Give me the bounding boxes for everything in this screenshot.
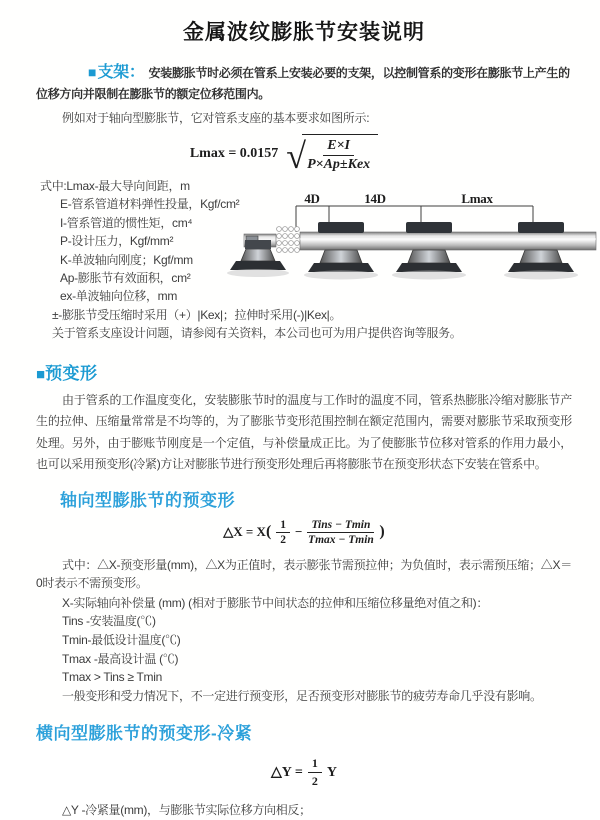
lmax-formula-lhs: Lmax = 0.0157 <box>189 145 279 161</box>
note-line: X-实际轴向补偿量 (mm) (相对于膨胀节中间状态的拉伸和压缩位移量绝对值之和)： <box>62 595 489 610</box>
half-denominator: 2 <box>311 774 318 789</box>
section-square-icon: ■ <box>36 365 46 383</box>
half-numerator: 1 <box>308 756 322 773</box>
pipe-support-diagram <box>244 192 596 292</box>
sqrt-icon: √ <box>286 135 307 176</box>
service-note-line: 关于管系支座设计问题，请参阅有关资料，本公司也可为用户提供咨询等服务。 <box>52 326 462 341</box>
lmax-fraction <box>307 138 370 173</box>
note-line: Tmax > Tins ≥ Tmin <box>62 670 162 685</box>
definition-line: ex-单波轴向位移，mm <box>60 289 178 304</box>
predeform-paragraph: 由于管系的工作温度变化，安装膨胀节时的温度与工作时的温度不同，管系热膨胀冷缩对膨胀节产生的拉伸、压缩量常常是不均等的，为了膨胀节变形范围控制在额定范围内，需要对膨胀节采取预变形处理。另外，由于膨账节刚度是一个定值，与补偿量成正比。为了使膨胀节位移对管系的作用力最小，也可以采用预变形(冷紧)方让对膨胀节进行预变形处理后再将膨胀节在预变形状态下安装在管系中。 <box>36 392 572 472</box>
axial-formula-lhs: △X = X <box>223 524 266 540</box>
open-paren: ( <box>265 523 272 541</box>
note-line: 一般变形和受力情况下，不一定进行预变形，足否预变形对膨胀节的疲劳寿命几乎没有影响。 <box>62 688 542 703</box>
bellows-icon <box>277 227 300 253</box>
note-line: Tmax -最高设计温 (℃) <box>62 651 179 666</box>
dimension-label-4d: 4D <box>304 191 320 206</box>
lmax-formula <box>36 134 532 176</box>
half-numerator: 1 <box>276 519 290 533</box>
lateral-formula-rhs: Y <box>326 764 337 780</box>
half-fraction <box>276 519 290 546</box>
definition-line: P-设计压力，Kgf/mm² <box>60 234 174 249</box>
temperature-denominator: Tmax − Tmin <box>308 533 374 546</box>
definition-line: 式中:Lmax-最大导向间距，m <box>40 179 190 193</box>
temperature-fraction <box>307 519 374 546</box>
axial-predeform-heading: 轴向型膨胀节的预变形 <box>60 490 235 510</box>
support-section-label: 支架： <box>97 64 145 81</box>
support-section-paragraph <box>36 62 572 105</box>
axial-notes-list <box>36 556 572 706</box>
temperature-numerator: Tins − Tmin <box>307 519 374 533</box>
radical-content <box>302 134 378 173</box>
predeform-heading-label: 预变形 <box>45 363 98 383</box>
section-square-icon: ■ <box>88 64 97 80</box>
lateral-formula-lhs: △Y = <box>271 765 303 781</box>
support-intro-text: 安装膨胀节时必须在管系上安装必要的支架，以控制管系的变形在膨胀节上产生的位移方向并限制在膨胀节的额定位移范围内。 <box>36 66 570 101</box>
half-fraction <box>308 756 322 789</box>
definition-line: E-管系管道材料弹性投量，Kgf/cm² <box>60 197 240 212</box>
close-paren: ) <box>379 523 385 541</box>
lmax-fraction-numerator: E×I <box>323 138 354 156</box>
definition-line: Ap-膨胀节有效面积，cm² <box>60 271 191 286</box>
axial-formula <box>36 519 572 546</box>
definition-line: ±-膨胀节受压缩时采用（+）|Kex|；拉伸时采用(-)|Kex|。 <box>52 307 342 322</box>
dimension-label-lmax: Lmax <box>461 191 493 206</box>
radical <box>286 134 378 176</box>
page-title: 金属波纹膨胀节安装说明 <box>183 21 425 44</box>
note-line: Tins -安装温度(℃) <box>62 614 156 629</box>
minus-sign: − <box>295 524 303 540</box>
note-line: Tmin-最低设计温度(℃) <box>62 633 181 648</box>
lateral-note-line: △Y -冷紧量(mm)，与膨胀节实际位移方向相反； <box>62 803 311 818</box>
definition-line: K-单波轴向刚度；Kgf/mm <box>60 252 193 267</box>
half-denominator: 2 <box>280 533 287 546</box>
lateral-formula <box>36 756 572 789</box>
lmax-fraction-denominator: P×Ap±Kex <box>307 157 371 172</box>
dimension-label-14d: 14D <box>364 191 386 206</box>
note-line: 式中：△X-预变形量(mm)，△X为正值时，表示膨张节需预拉伸；为负值时，表示需预压缩；△X＝0时表示不需预变形。 <box>36 557 572 591</box>
pipe <box>300 232 596 250</box>
lateral-predeform-heading: 横向型膨胀节的预变形-冷紧 <box>36 724 253 744</box>
definition-line: I-管系管道的惯性矩，cm⁴ <box>60 215 193 230</box>
predeform-section-heading <box>36 359 572 384</box>
support-example-line: 例如对于轴向型膨胀节，它对管系支座的基本要求如图所示: <box>62 111 370 125</box>
